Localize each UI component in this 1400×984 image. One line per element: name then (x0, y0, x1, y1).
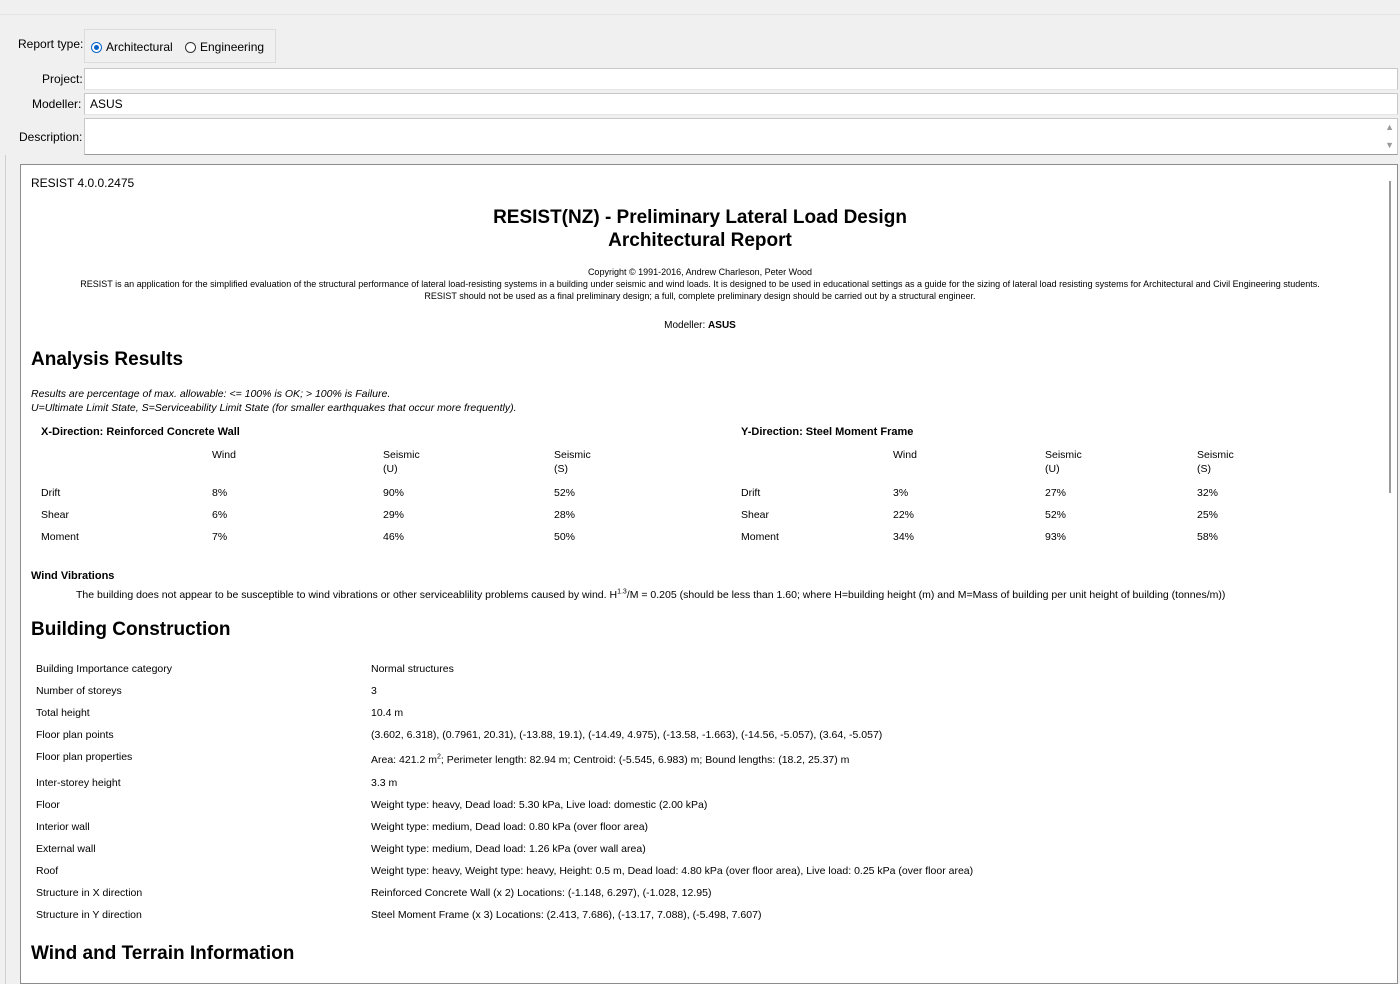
y-row-label: Drift (741, 487, 761, 499)
radio-engineering[interactable] (185, 40, 264, 54)
y-row-label: Moment (741, 531, 779, 543)
construction-row-value: (3.602, 6.318), (0.7961, 20.31), (-13.88, 19.1), (-14.49, 4.975), (-13.58, -1.663), (-14.56, -5.057), (3.64, -5.057) (371, 729, 883, 741)
construction-row-label: Number of storeys (36, 685, 122, 697)
wind-vibrations-text (76, 589, 1225, 601)
report-modeller (21, 320, 1379, 331)
x-direction-title: X-Direction: Reinforced Concrete Wall (41, 426, 240, 438)
x-row-seis-s: 52% (554, 487, 576, 499)
construction-row-value: Reinforced Concrete Wall (x 2) Locations: (-1.148, 6.297), (-1.028, 12.95) (371, 887, 712, 899)
wind-vib-text-a: The building does not appear to be susceptible to wind vibrations or other serviceablility problems caused by wind. H (76, 589, 618, 601)
y-row-seis-u: 27% (1045, 487, 1067, 499)
x-row-seis-u: 29% (383, 509, 405, 521)
construction-row-label: Structure in Y direction (36, 909, 142, 921)
y-col-wind: Wind (893, 449, 917, 461)
construction-row-value: Weight type: medium, Dead load: 1.26 kPa (over wall area) (371, 843, 646, 855)
report-type-label: Report type: (18, 37, 84, 51)
construction-row-label: External wall (36, 843, 96, 855)
wind-vib-text-b: /M = 0.205 (should be less than 1.60; where H=building height (m) and M=Mass of building per unit height of building (tonnes/m)) (626, 589, 1226, 601)
report-modeller-name: ASUS (708, 320, 736, 331)
x-row-label: Moment (41, 531, 79, 543)
construction-row-value: Weight type: heavy, Dead load: 5.30 kPa, Live load: domestic (2.00 kPa) (371, 799, 708, 811)
x-col-seismic-u-sub: (U) (383, 463, 398, 475)
report-modeller-prefix: Modeller: (664, 320, 709, 331)
construction-row-label: Inter-storey height (36, 777, 121, 789)
project-input[interactable] (84, 68, 1398, 90)
construction-row-label: Interior wall (36, 821, 90, 833)
floor-area-sup: 2 (436, 753, 441, 761)
x-row-wind: 7% (212, 531, 228, 543)
x-row-seis-u: 90% (383, 487, 405, 499)
y-direction-title: Y-Direction: Steel Moment Frame (741, 426, 914, 438)
construction-row-label: Floor plan points (36, 729, 114, 741)
analysis-note-2: U=Ultimate Limit State, S=Serviceability Limit State (for smaller earthquakes that occur more frequently). (31, 402, 517, 414)
radio-unselected-icon (185, 42, 196, 53)
construction-row-value: 10.4 m (371, 707, 404, 719)
y-row-seis-s: 32% (1197, 487, 1219, 499)
construction-row-value: Normal structures (371, 663, 454, 675)
construction-row-label: Building Importance category (36, 663, 172, 675)
report-type-group (84, 29, 276, 63)
x-row-wind: 8% (212, 487, 228, 499)
construction-row-value: Weight type: heavy, Weight type: heavy, Height: 0.5 m, Dead load: 4.80 kPa (over floor area), Live load: 0.25 kPa (over floor area) (371, 865, 974, 877)
construction-row-value: Weight type: medium, Dead load: 0.80 kPa (over floor area) (371, 821, 649, 833)
x-row-label: Shear (41, 509, 70, 521)
wind-terrain-heading: Wind and Terrain Information (31, 943, 295, 964)
construction-row-label: Roof (36, 865, 59, 877)
floor-props-text: ; Perimeter length: 82.94 m; Centroid: (-5.545, 6.983) m; Bound lengths: (18.2, 25.37) m (440, 754, 850, 766)
y-row-label: Shear (741, 509, 770, 521)
report-scrollbar[interactable] (1389, 181, 1391, 493)
report-subtitle: Architectural Report (608, 230, 792, 251)
construction-row-value: Steel Moment Frame (x 3) Locations: (2.413, 7.686), (-13.17, 7.088), (-5.498, 7.607) (371, 909, 762, 921)
radio-architectural-label: Architectural (106, 40, 173, 54)
y-row-seis-u: 93% (1045, 531, 1067, 543)
analysis-note-1: Results are percentage of max. allowable: <= 100% is OK; > 100% is Failure. (31, 388, 391, 400)
wind-vib-sup: 1.3 (617, 588, 627, 596)
y-row-seis-s: 25% (1197, 509, 1219, 521)
y-col-seismic-u: Seismic (1045, 449, 1082, 461)
y-row-wind: 34% (893, 531, 915, 543)
copyright-text: Copyright © 1991-2016, Andrew Charleson, Peter Wood (587, 267, 813, 277)
construction-row-value: 3.3 m (371, 777, 398, 789)
y-col-seismic-s-sub: (S) (1197, 463, 1211, 475)
x-row-seis-u: 46% (383, 531, 405, 543)
analysis-heading: Analysis Results (31, 349, 184, 370)
window-top-edge (0, 0, 1400, 15)
scroll-up-icon[interactable]: ▲ (1385, 122, 1394, 132)
construction-row-label: Total height (36, 707, 90, 719)
y-row-seis-s: 58% (1197, 531, 1219, 543)
description-label: Description: (19, 130, 83, 144)
x-col-wind: Wind (212, 449, 236, 461)
report-version: RESIST 4.0.0.2475 (31, 176, 135, 190)
x-col-seismic-u: Seismic (383, 449, 420, 461)
x-row-seis-s: 50% (554, 531, 576, 543)
report-view[interactable] (20, 164, 1398, 984)
construction-row-value (371, 754, 849, 766)
y-col-seismic-u-sub: (U) (1045, 463, 1060, 475)
construction-row-label: Floor (36, 799, 60, 811)
y-row-wind: 22% (893, 509, 915, 521)
report-title: RESIST(NZ) - Preliminary Lateral Load Design (493, 207, 907, 228)
y-col-seismic-s: Seismic (1197, 449, 1234, 461)
scroll-down-icon[interactable]: ▼ (1385, 140, 1394, 150)
modeller-label: Modeller: (32, 97, 82, 111)
wind-vibrations-heading: Wind Vibrations (31, 570, 115, 582)
x-row-label: Drift (41, 487, 61, 499)
intro-text: RESIST is an application for the simplified evaluation of the structural performance of lateral load-resisting systems in a building under seismic and wind loads. It is designed to be used in educational settings as a guide for the sizing of lateral load resisting systems for Architectural and Civil Engineering students. (80, 279, 1320, 289)
x-col-seismic-s: Seismic (554, 449, 591, 461)
x-row-wind: 6% (212, 509, 228, 521)
x-row-seis-s: 28% (554, 509, 576, 521)
x-col-seismic-s-sub: (S) (554, 463, 568, 475)
y-row-wind: 3% (893, 487, 909, 499)
radio-selected-icon (91, 42, 102, 53)
project-label: Project: (42, 72, 83, 86)
construction-row-label: Floor plan properties (36, 751, 133, 763)
construction-row-value: 3 (371, 685, 377, 697)
modeller-input[interactable]: ASUS (84, 93, 1398, 115)
disclaimer-text: RESIST should not be used as a final preliminary design; a full, complete preliminary design should be carried out by a structural engineer. (424, 291, 976, 301)
description-input[interactable] (84, 118, 1398, 155)
construction-row-label: Structure in X direction (36, 887, 143, 899)
floor-area-text: Area: 421.2 m (371, 754, 437, 766)
construction-heading: Building Construction (31, 619, 231, 640)
radio-architectural[interactable] (91, 40, 173, 54)
y-row-seis-u: 52% (1045, 509, 1067, 521)
radio-engineering-label: Engineering (200, 40, 265, 54)
pane-divider (5, 155, 6, 984)
